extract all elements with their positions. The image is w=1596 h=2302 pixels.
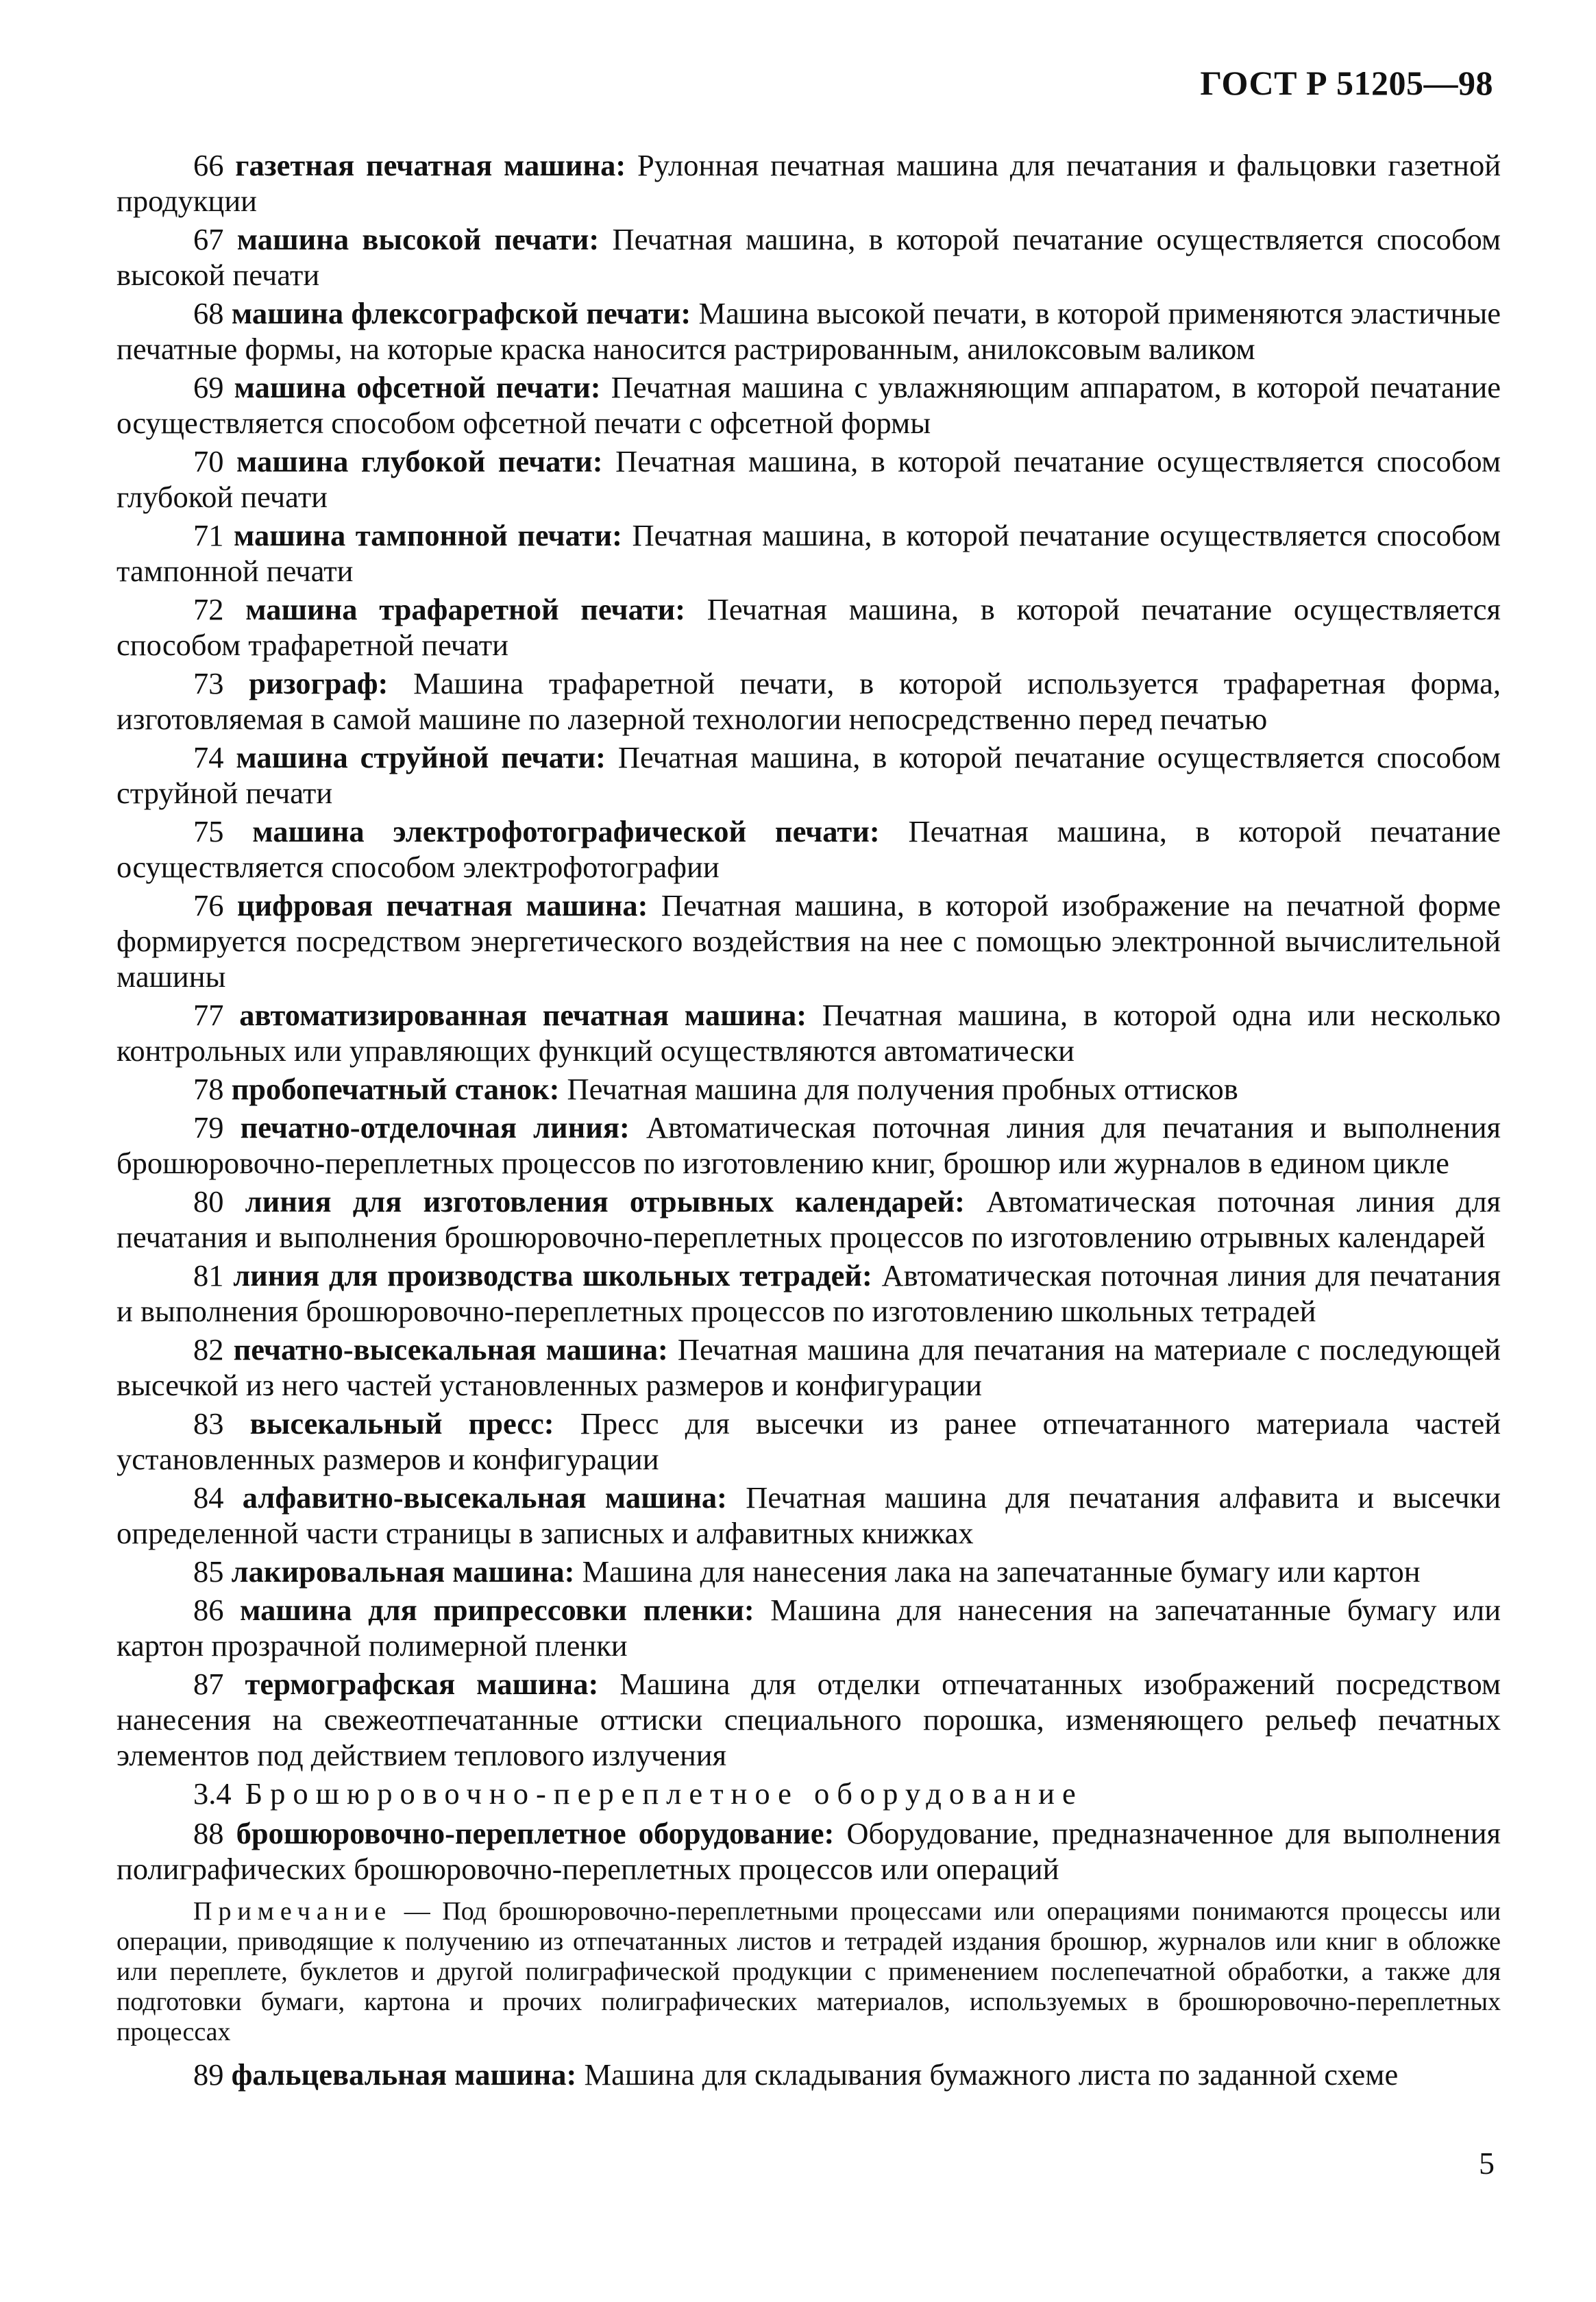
term-number: 80 <box>193 1184 224 1219</box>
term-entry <box>116 1332 1501 1403</box>
term-definition: Печатная машина для печатания алфавита и высечки определенной части страницы в записных и алфавитных книжках <box>116 1480 1501 1550</box>
term-number: 76 <box>193 888 224 922</box>
term-entry <box>116 1666 1501 1773</box>
term-number: 67 <box>193 222 224 256</box>
term-name: машина глубокой печати: <box>236 444 603 478</box>
term-definition: Печатная машина, в которой печатание осуществляется способом глубокой печати <box>116 444 1501 514</box>
section-title: Брошюровочно-переплетное оборудование <box>245 1776 1083 1811</box>
term-entry <box>116 295 1501 367</box>
term-entry <box>116 1110 1501 1181</box>
term-number: 73 <box>193 666 224 700</box>
term-number: 69 <box>193 370 224 404</box>
term-entry <box>116 1592 1501 1663</box>
term-name: лакировальная машина: <box>231 1554 575 1589</box>
term-entry <box>116 2057 1501 2092</box>
term-list <box>116 147 1501 1773</box>
term-name: автоматизированная печатная машина: <box>239 998 807 1032</box>
term-name: алфавитно-высекальная машина: <box>242 1480 728 1515</box>
term-definition: Машина для складывания бумажного листа по заданной схеме <box>584 2057 1399 2092</box>
term-definition: Автоматическая поточная линия для печатания и выполнения брошюровочно-переплетных процессов по изготовлению школьных тетрадей <box>116 1258 1501 1328</box>
term-name: термографская машина: <box>245 1667 599 1701</box>
term-definition: Оборудование, предназначенное для выполнения полиграфических брошюровочно-переплетных процессов или операций <box>116 1816 1501 1886</box>
term-number: 85 <box>193 1554 224 1589</box>
term-definition: Машина для отделки отпечатанных изображений посредством нанесения на свежеотпечатанные оттиски специального порошка, изменяющего рельеф печатных элементов под действием теплового излучения <box>116 1667 1501 1772</box>
term-name: машина трафаретной печати: <box>245 592 686 626</box>
term-list <box>116 2057 1501 2092</box>
document-header: ГОСТ Р 51205—98 <box>1200 64 1493 102</box>
term-definition: Печатная машина, в которой одна или несколько контрольных или управляющих функций осуществляются автоматически <box>116 998 1501 1068</box>
term-number: 79 <box>193 1110 224 1144</box>
term-definition: Печатная машина, в которой печатание осуществляется способом электрофотографии <box>116 814 1501 884</box>
term-number: 74 <box>193 740 224 774</box>
term-number: 88 <box>193 1816 224 1850</box>
term-entry <box>116 1258 1501 1329</box>
term-number: 82 <box>193 1332 224 1367</box>
term-entry <box>116 1184 1501 1255</box>
term-name: машина тампонной печати: <box>233 518 623 552</box>
term-number: 83 <box>193 1406 224 1441</box>
term-number: 77 <box>193 998 224 1032</box>
section-number: 3.4 <box>193 1776 232 1811</box>
note-text: — Под брошюровочно-переплетными процессами или операциями понимаются процессы или операции, приводящие к получению из отпечатанных листов и тетрадей издания брошюр, журналов или книг в обложке или переплете, буклетов и другой полиграфической продукции с применением послепечатной обработки, а также для подготовки бумаги, картона и прочих полиграфических материалов, используемых в брошюровочно-переплетных процессах <box>116 1897 1501 2046</box>
term-entry <box>116 591 1501 663</box>
term-entry <box>116 1480 1501 1551</box>
term-definition: Автоматическая поточная линия для печатания и выполнения брошюровочно-переплетных процессов по изготовлению книг, брошюр или журналов в едином цикле <box>116 1110 1501 1180</box>
section-heading <box>116 1776 1501 1811</box>
term-definition: Рулонная печатная машина для печатания и фальцовки газетной продукции <box>116 148 1501 218</box>
term-number: 84 <box>193 1480 224 1515</box>
term-name: высекальный пресс: <box>249 1406 554 1441</box>
term-definition: Печатная машина, в которой печатание осуществляется способом трафаретной печати <box>116 592 1501 662</box>
term-name: брошюровочно-переплетное оборудование: <box>236 1816 835 1850</box>
term-entry <box>116 997 1501 1068</box>
term-definition: Печатная машина, в которой изображение на печатной форме формируется посредством энергетического воздействия на нее с помощью электронной вычислительной машины <box>116 888 1501 994</box>
term-number: 66 <box>193 148 224 182</box>
term-entry <box>116 1554 1501 1589</box>
note-label: Примечание <box>193 1897 393 1926</box>
term-definition: Печатная машина, в которой печатание осуществляется способом тампонной печати <box>116 518 1501 588</box>
term-name: газетная печатная машина: <box>235 148 626 182</box>
term-entry <box>116 1406 1501 1477</box>
term-name: линия для производства школьных тетрадей: <box>233 1258 872 1293</box>
term-entry <box>116 1815 1501 1887</box>
page-number: 5 <box>1479 2146 1495 2181</box>
term-number: 78 <box>193 1072 224 1106</box>
term-name: печатно-высекальная машина: <box>233 1332 668 1367</box>
term-name: ризограф: <box>249 666 389 700</box>
document-body <box>116 147 1501 2095</box>
term-definition: Машина высокой печати, в которой применяются эластичные печатные формы, на которые краска наносится растрированным, анилоксовым валиком <box>116 296 1501 366</box>
term-definition: Печатная машина, в которой печатание осуществляется способом струйной печати <box>116 740 1501 810</box>
term-name: машина электрофотографической печати: <box>252 814 880 848</box>
term-number: 72 <box>193 592 224 626</box>
term-name: машина струйной печати: <box>236 740 606 774</box>
term-name: машина флексографской печати: <box>231 296 691 330</box>
term-name: машина для припрессовки пленки: <box>240 1593 754 1627</box>
term-number: 68 <box>193 296 224 330</box>
term-entry <box>116 887 1501 994</box>
term-name: машина высокой печати: <box>236 222 600 256</box>
term-entry <box>116 517 1501 589</box>
term-definition: Машина для нанесения на запечатанные бумагу или картон прозрачной полимерной пленки <box>116 1593 1501 1663</box>
term-entry <box>116 813 1501 885</box>
term-definition: Пресс для высечки из ранее отпечатанного материала частей установленных размеров и конфигурации <box>116 1406 1501 1476</box>
term-number: 86 <box>193 1593 224 1627</box>
term-definition: Автоматическая поточная линия для печатания и выполнения брошюровочно-переплетных процессов по изготовлению отрывных календарей <box>116 1184 1501 1254</box>
term-number: 89 <box>193 2057 224 2092</box>
term-number: 81 <box>193 1258 224 1293</box>
term-name: линия для изготовления отрывных календарей: <box>245 1184 965 1219</box>
term-entry <box>116 739 1501 811</box>
term-name: машина офсетной печати: <box>234 370 601 404</box>
term-entry <box>116 443 1501 515</box>
term-list <box>116 1815 1501 1887</box>
term-entry <box>116 1071 1501 1107</box>
term-definition: Печатная машина для печатания на материале с последующей высечкой из него частей установленных размеров и конфигурации <box>116 1332 1501 1402</box>
term-number: 70 <box>193 444 224 478</box>
term-number: 75 <box>193 814 224 848</box>
term-entry <box>116 369 1501 441</box>
term-definition: Машина для нанесения лака на запечатанные бумагу или картон <box>582 1554 1421 1589</box>
term-number: 71 <box>193 518 224 552</box>
note-paragraph <box>116 1896 1501 2047</box>
term-entry <box>116 665 1501 737</box>
term-definition: Печатная машина с увлажняющим аппаратом, в которой печатание осуществляется способом офсетной печати с офсетной формы <box>116 370 1501 440</box>
term-name: цифровая печатная машина: <box>236 888 648 922</box>
term-entry <box>116 147 1501 219</box>
term-name: пробопечатный станок: <box>231 1072 560 1106</box>
term-name: печатно-отделочная линия: <box>240 1110 630 1144</box>
term-definition: Печатная машина для получения пробных оттисков <box>567 1072 1238 1106</box>
term-name: фальцевальная машина: <box>231 2057 577 2092</box>
term-definition: Печатная машина, в которой печатание осуществляется способом высокой печати <box>116 222 1501 292</box>
term-number: 87 <box>193 1667 224 1701</box>
term-entry <box>116 221 1501 293</box>
term-definition: Машина трафаретной печати, в которой используется трафаретная форма, изготовляемая в самой машине по лазерной технологии непосредственно перед печатью <box>116 666 1501 736</box>
